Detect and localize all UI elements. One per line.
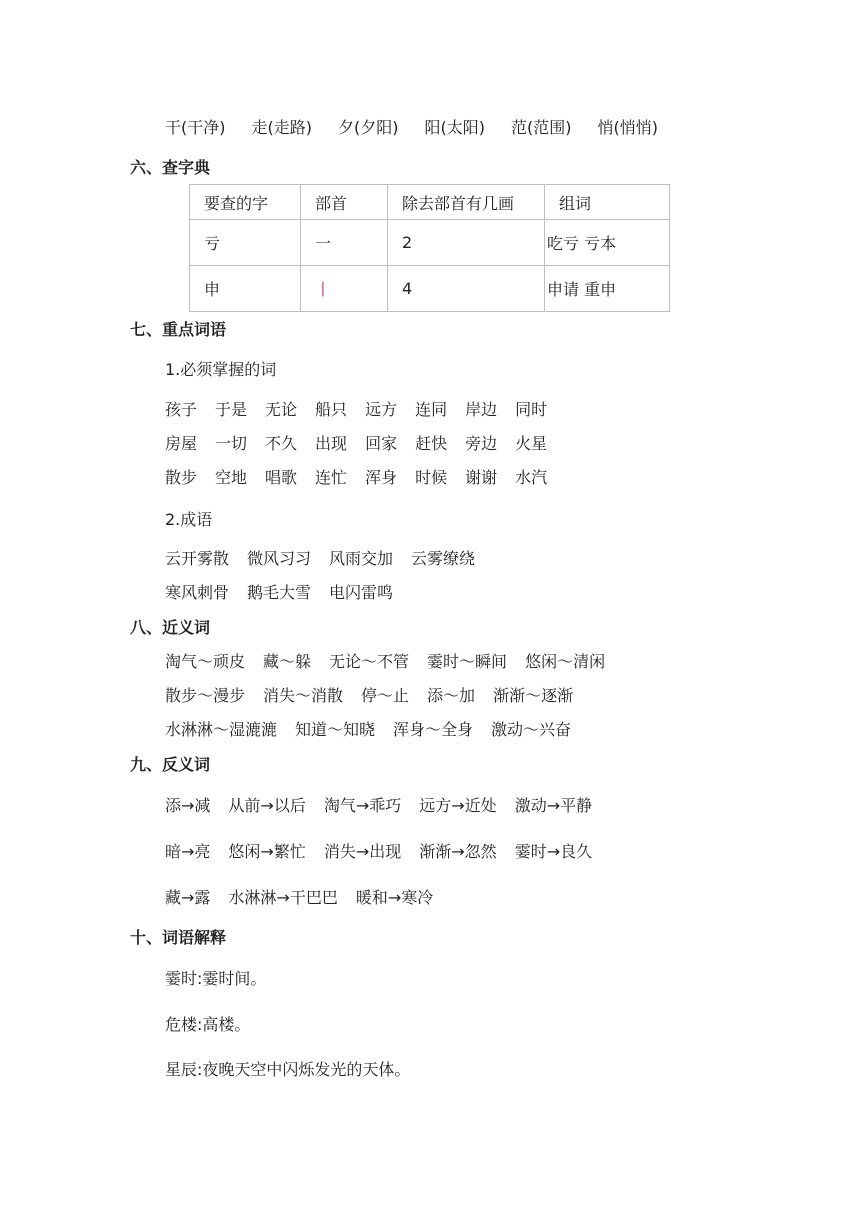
char-word-line	[165, 118, 676, 138]
table-cell: 亏	[190, 220, 301, 266]
synonym-pair: 散步～漫步	[165, 686, 246, 705]
idiom: 电闪雷鸣	[329, 583, 394, 602]
definition-item: 危楼:高楼。	[165, 1015, 251, 1034]
idiom: 云开雾散	[165, 549, 230, 568]
synonym-pair: 藏～躲	[263, 652, 312, 671]
antonym-pair: 霎时→良久	[514, 842, 593, 861]
idiom: 风雨交加	[329, 549, 394, 568]
char-word: 悄(悄悄)	[597, 118, 658, 137]
antonym-pair: 暖和→寒冷	[355, 888, 434, 907]
word-line	[165, 468, 565, 488]
synonym-pair: 消失～消散	[263, 686, 344, 705]
char-word: 干(干净)	[165, 118, 226, 137]
section-title-definitions: 十、词语解释	[130, 928, 227, 947]
word: 谢谢	[465, 468, 498, 487]
synonym-pair: 激动～兴奋	[491, 720, 572, 739]
word: 回家	[365, 434, 398, 453]
char-word: 阳(太阳)	[424, 118, 485, 137]
synonym-pair: 水淋淋～湿漉漉	[165, 720, 278, 739]
word: 不久	[265, 434, 298, 453]
antonym-pair: 消失→出现	[323, 842, 402, 861]
char-word: 夕(夕阳)	[338, 118, 399, 137]
word: 无论	[265, 400, 298, 419]
word: 浑身	[365, 468, 398, 487]
word: 时候	[415, 468, 448, 487]
table-header: 要查的字	[190, 185, 301, 220]
idiom: 云雾缭绕	[411, 549, 476, 568]
section-title-synonyms: 八、近义词	[130, 618, 211, 637]
synonym-pair: 浑身～全身	[393, 720, 474, 739]
word: 散步	[165, 468, 198, 487]
idiom: 寒风刺骨	[165, 583, 230, 602]
subsection-title: 2.成语	[165, 510, 213, 529]
idiom: 鹅毛大雪	[247, 583, 312, 602]
antonym-pair: 从前→以后	[228, 796, 306, 815]
synonym-pair: 淘气～顽皮	[165, 652, 246, 671]
antonym-pair: 水淋淋→干巴巴	[228, 888, 338, 907]
synonym-line	[165, 686, 591, 706]
table-row	[190, 220, 670, 266]
antonym-pair: 添→减	[165, 796, 211, 815]
table-row	[190, 266, 670, 312]
synonym-pair: 霎时～瞬间	[427, 652, 508, 671]
word: 唱歌	[265, 468, 298, 487]
dictionary-table	[189, 184, 670, 312]
antonym-pair: 悠闲→繁忙	[228, 842, 306, 861]
table-header: 组词	[545, 185, 670, 220]
word: 旁边	[465, 434, 498, 453]
word: 赶快	[415, 434, 448, 453]
synonym-pair: 知道～知晓	[295, 720, 376, 739]
synonym-pair: 渐渐～逐渐	[493, 686, 574, 705]
word: 同时	[515, 400, 548, 419]
antonym-pair: 藏→露	[165, 888, 211, 907]
antonym-pair: 淘气→乖巧	[323, 796, 402, 815]
idiom-line	[165, 549, 493, 569]
word: 空地	[215, 468, 248, 487]
table-cell: 吃亏 亏本	[545, 220, 670, 266]
synonym-pair: 添～加	[427, 686, 476, 705]
word: 船只	[315, 400, 348, 419]
idiom-line	[165, 583, 411, 603]
table-header: 除去部首有几画	[388, 185, 545, 220]
antonym-line	[165, 888, 451, 908]
antonym-line	[165, 796, 610, 816]
section-title-antonyms: 九、反义词	[130, 755, 211, 774]
table-cell: 2	[388, 220, 545, 266]
definition-item: 星辰:夜晚天空中闪烁发光的天体。	[165, 1060, 411, 1079]
word: 岸边	[465, 400, 498, 419]
table-cell: 申	[190, 266, 301, 312]
synonym-pair: 无论～不管	[329, 652, 410, 671]
antonym-pair: 远方→近处	[419, 796, 497, 815]
synonym-line	[165, 652, 623, 672]
word: 连忙	[315, 468, 348, 487]
word-line	[165, 400, 565, 420]
table-cell: 申请 重申	[545, 266, 670, 312]
word: 一切	[215, 434, 248, 453]
subsection-title: 1.必须掌握的词	[165, 360, 277, 379]
table-header-row	[190, 185, 670, 220]
table-cell: 丨	[301, 266, 388, 312]
word: 远方	[365, 400, 398, 419]
word: 出现	[315, 434, 348, 453]
word: 连同	[415, 400, 448, 419]
word: 水汽	[515, 468, 548, 487]
char-word: 范(范围)	[511, 118, 572, 137]
antonym-pair: 激动→平静	[514, 796, 593, 815]
antonym-line	[165, 842, 610, 862]
synonym-pair: 悠闲～清闲	[525, 652, 606, 671]
synonym-pair: 停～止	[361, 686, 410, 705]
antonym-pair: 渐渐→忽然	[419, 842, 497, 861]
word: 于是	[215, 400, 248, 419]
definition-item: 霎时:霎时间。	[165, 969, 267, 988]
table-cell: 一	[301, 220, 388, 266]
antonym-pair: 暗→亮	[165, 842, 211, 861]
table-header: 部首	[301, 185, 388, 220]
idiom: 微风习习	[247, 549, 312, 568]
word: 孩子	[165, 400, 198, 419]
word: 房屋	[165, 434, 198, 453]
synonym-line	[165, 720, 589, 740]
word-line	[165, 434, 565, 454]
section-title-key-words: 七、重点词语	[130, 320, 227, 339]
word: 火星	[515, 434, 548, 453]
section-title-dictionary: 六、查字典	[130, 158, 211, 177]
char-word: 走(走路)	[251, 118, 312, 137]
table-cell: 4	[388, 266, 545, 312]
